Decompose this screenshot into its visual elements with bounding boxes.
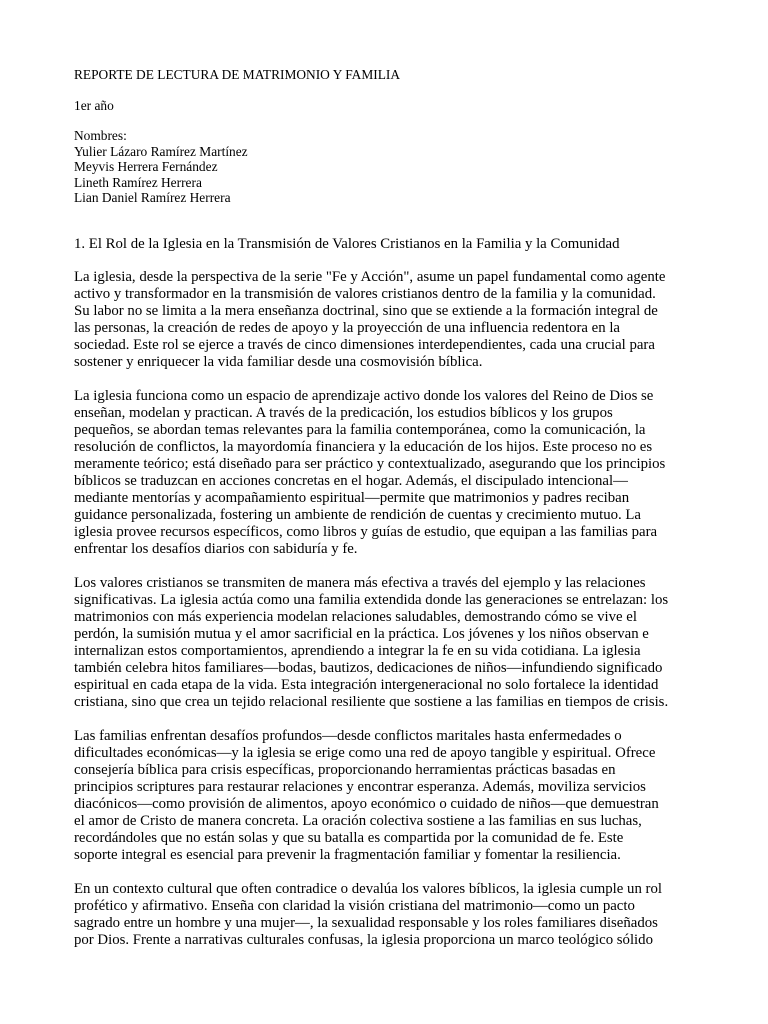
paragraph-line: activo y transformador en la transmisión de valores cristianos dentro de la familia y la comunidad. [74,285,656,302]
paragraph-line: soporte integral es esencial para prevenir la fragmentación familiar y fomentar la resiliencia. [74,846,621,863]
paragraph-line: mediante mentorías y acompañamiento espiritual—permite que matrimonios y padres reciban [74,489,630,506]
paragraph [74,728,698,864]
paragraph-line: matrimonios con más experiencia modelan relaciones saludables, demostrando cómo se vive el [74,608,637,625]
paragraph-line: significativas. La iglesia actúa como una familia extendida donde las generaciones se entrelazan: los [74,591,669,608]
paragraph-line: internalizan estos comportamientos, aprendiendo a integrar la fe en su vida cotidiana. La iglesia [74,642,641,659]
paragraph [74,881,698,949]
paragraph-line: diacónicos—como provisión de alimentos, apoyo económico o cuidado de niños—que demuestran [74,795,659,812]
paragraph-line: las personas, la creación de redes de apoyo y la proyección de una influencia redentora en la [74,319,621,336]
paragraph-line: Su labor no se limita a la mera enseñanza doctrinal, sino que se extiende a la formación integral de [74,302,658,319]
paragraph-line: consejería bíblica para crisis específicas, proporcionando herramientas prácticas basadas en [74,761,616,778]
paragraph [74,388,698,558]
paragraph-line: también celebra hitos familiares—bodas, bautizos, dedicaciones de niños—infundiendo significado [74,659,663,676]
paragraph-line: dificultades económicas—y la iglesia se erige como una red de apoyo tangible y espiritual. Ofrece [74,744,656,761]
paragraph-line: guidance personalizada, fostering un ambiente de rendición de cuentas y crecimiento mutuo. La [74,506,641,523]
paragraph-line: espiritual en cada etapa de la vida. Esta integración intergeneracional no solo fortalece la identidad [74,676,659,693]
paragraph-line: La iglesia funciona como un espacio de aprendizaje activo donde los valores del Reino de Dios se [74,387,654,404]
document-title: REPORTE DE LECTURA DE MATRIMONIO Y FAMILIA [74,67,401,82]
paragraph-line: Los valores cristianos se transmiten de manera más efectiva a través del ejemplo y las relaciones [74,574,646,591]
paragraph-line: sociedad. Este rol se ejerce a través de cinco dimensiones interdependientes, cada una crucial para [74,336,655,353]
paragraph-line: recordándoles que no están solas y que su batalla es compartida por la comunidad de fe. Este [74,829,624,846]
author-name: Meyvis Herrera Fernández [74,159,218,174]
paragraph-line: enfrentar los desafíos diarios con sabiduría y fe. [74,540,358,557]
paragraph-line: profético y afirmativo. Enseña con claridad la visión cristiana del matrimonio—como un pacto [74,897,635,914]
paragraph-line: Las familias enfrentan desafíos profundos—desde conflictos maritales hasta enfermedades o [74,727,622,744]
author-name: Lian Daniel Ramírez Herrera [74,190,231,205]
paragraph-line: iglesia provee recursos específicos, como libros y guías de estudio, que equipan a las familias para [74,523,658,540]
paragraph-line: bíblicos se traduzcan en acciones concretas en el hogar. Además, el discipulado intencional— [74,472,628,489]
paragraph-line: cristiana, sino que crea un tejido relacional resiliente que sostiene a las familias en tiempos de crisis. [74,693,669,710]
author-name: Lineth Ramírez Herrera [74,174,202,190]
body-text [74,269,698,949]
paragraph-line: La iglesia, desde la perspectiva de la serie "Fe y Acción", asume un papel fundamental como agente [74,268,666,285]
paragraph-line: En un contexto cultural que often contradice o devalúa los valores bíblicos, la iglesia cumple un rol [74,880,662,897]
academic-year: 1er año [74,97,114,113]
paragraph-line: sagrado entre un hombre y una mujer—, la sexualidad responsable y los roles familiares diseñados [74,914,658,931]
names-block [74,128,698,206]
paragraph-line: resolución de conflictos, la mayordomía financiera y la educación de los hijos. Este proceso no es [74,438,653,455]
paragraph-line: meramente teórico; está diseñado para ser práctico y contextualizado, asegurando que los principios [74,455,666,472]
document-page [74,67,698,966]
paragraph [74,269,698,371]
section-heading: 1. El Rol de la Iglesia en la Transmisión de Valores Cristianos en la Familia y la Comunidad [74,235,620,252]
paragraph-line: sostener y enriquecer la vida familiar desde una cosmovisión bíblica. [74,353,483,370]
author-name: Yulier Lázaro Ramírez Martínez [74,143,248,159]
paragraph-line: por Dios. Frente a narrativas culturales confusas, la iglesia proporciona un marco teológico sólido [74,931,653,948]
names-label: Nombres: [74,128,127,143]
paragraph-line: principios scriptures para restaurar relaciones y encontrar esperanza. Además, moviliza servicios [74,778,646,795]
paragraph-line: perdón, la sumisión mutua y el amor sacrificial en la práctica. Los jóvenes y los niños observan e [74,625,649,642]
paragraph-line: enseñan, modelan y practican. A través de la predicación, los estudios bíblicos y los grupos [74,404,613,421]
paragraph [74,575,698,711]
paragraph-line: pequeños, se abordan temas relevantes para la familia contemporánea, como la comunicación, la [74,421,646,438]
paragraph-line: el amor de Cristo de manera concreta. La oración colectiva sostiene a las familias en sus luchas, [74,812,642,829]
